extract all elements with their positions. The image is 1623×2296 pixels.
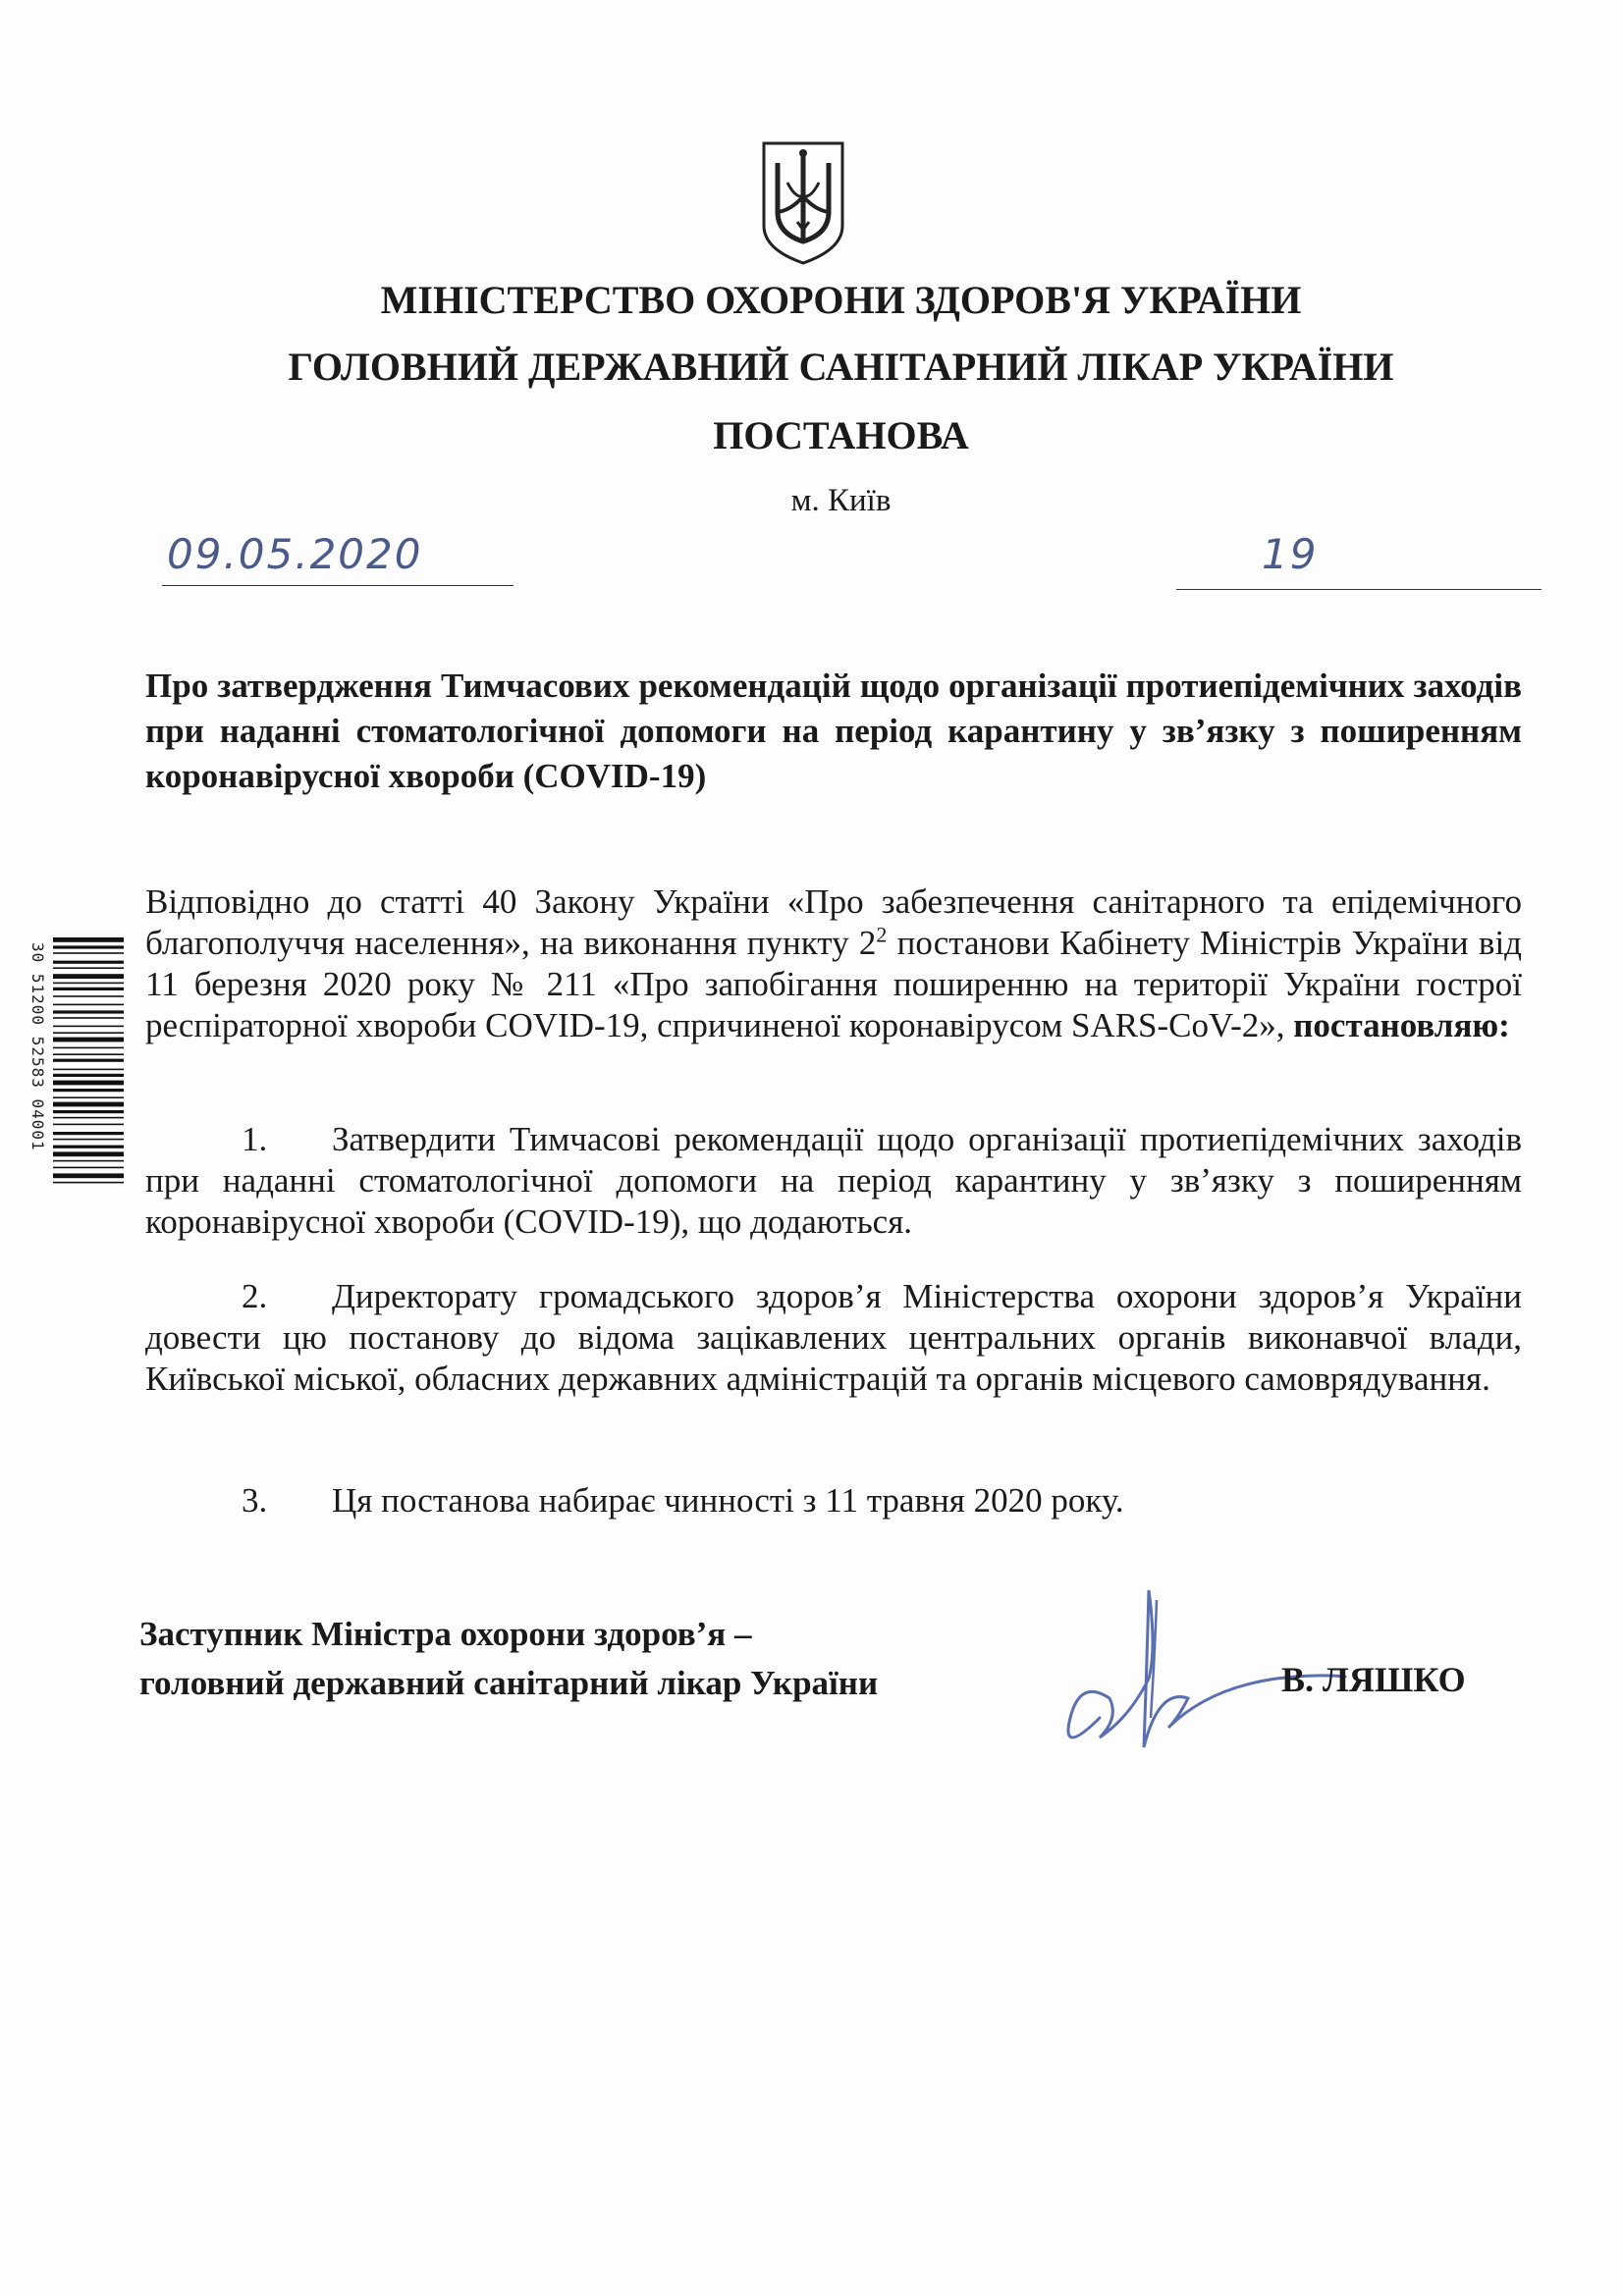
coat-of-arms-icon bbox=[758, 139, 848, 267]
intro-paragraph bbox=[145, 881, 1522, 1046]
signatory-position bbox=[139, 1610, 878, 1708]
ministry-heading: МІНІСТЕРСТВО ОХОРОНИ ЗДОРОВ'Я УКРАЇНИ bbox=[380, 278, 1302, 322]
number-underline bbox=[1176, 589, 1542, 590]
office-heading: ГОЛОВНИЙ ДЕРЖАВНИЙ САНІТАРНИЙ ЛІКАР УКРАЇНИ bbox=[288, 345, 1394, 389]
barcode-icon bbox=[49, 937, 128, 1301]
signatory-name: В. ЛЯШКО bbox=[1281, 1660, 1466, 1699]
document-type-heading: ПОСТАНОВА bbox=[713, 413, 969, 457]
item-number: 2. bbox=[242, 1277, 268, 1315]
item-text: Директорату громадського здоров’я Міністерства охорони здоров’я України довести цю постанову до відома зацікавлених центральних органів виконавчої влади, Київської міської, обласних державних адміністрацій та органів місцевого самоврядування. bbox=[145, 1277, 1522, 1398]
item-text: Ця постанова набирає чинності з 11 травня 2020 року. bbox=[332, 1481, 1124, 1520]
document-title: Про затвердження Тимчасових рекомендацій щодо організації протиепідемічних заходів при наданні стоматологічної допомоги на період карантину у зв’язку з поширенням коронавірусної хвороби (COVID-19) bbox=[145, 667, 1522, 795]
resolution-item bbox=[145, 1480, 1522, 1522]
intro-superscript: 2 bbox=[876, 922, 888, 947]
city-label: м. Київ bbox=[790, 483, 892, 518]
item-number: 3. bbox=[242, 1481, 268, 1520]
decree-word: постановляю: bbox=[1293, 1006, 1510, 1044]
resolution-item bbox=[145, 1119, 1522, 1243]
position-line-2: головний державний санітарний лікар України bbox=[139, 1664, 879, 1702]
item-text: Затвердити Тимчасові рекомендації щодо організації протиепідемічних заходів при наданні стоматологічної допомоги на період карантину у зв’язку з поширенням коронавірусної хвороби (COVID-19), що додаються. bbox=[145, 1120, 1522, 1241]
handwritten-number: 19 bbox=[1262, 530, 1319, 578]
handwritten-date: 09.05.2020 bbox=[167, 530, 423, 578]
resolution-item bbox=[145, 1276, 1522, 1400]
position-line-1: Заступник Міністра охорони здоров’я – bbox=[139, 1615, 752, 1653]
date-underline bbox=[162, 585, 514, 586]
item-number: 1. bbox=[242, 1120, 268, 1158]
intro-text-part1: Відповідно до статті 40 Закону України «Про забезпечення санітарного та епідемічного благополуччя населення», на виконання пункту 2 bbox=[145, 882, 1522, 962]
barcode-number: 30 51200 52583 04001 bbox=[28, 942, 47, 1151]
intro-text-part2: постанови Кабінету Міністрів України від 11 березня 2020 року № 211 «Про запобігання поширенню на території України гострої респіраторної хвороби COVID-19, спричиненої коронавірусом SARS-CoV-2», bbox=[145, 924, 1522, 1044]
